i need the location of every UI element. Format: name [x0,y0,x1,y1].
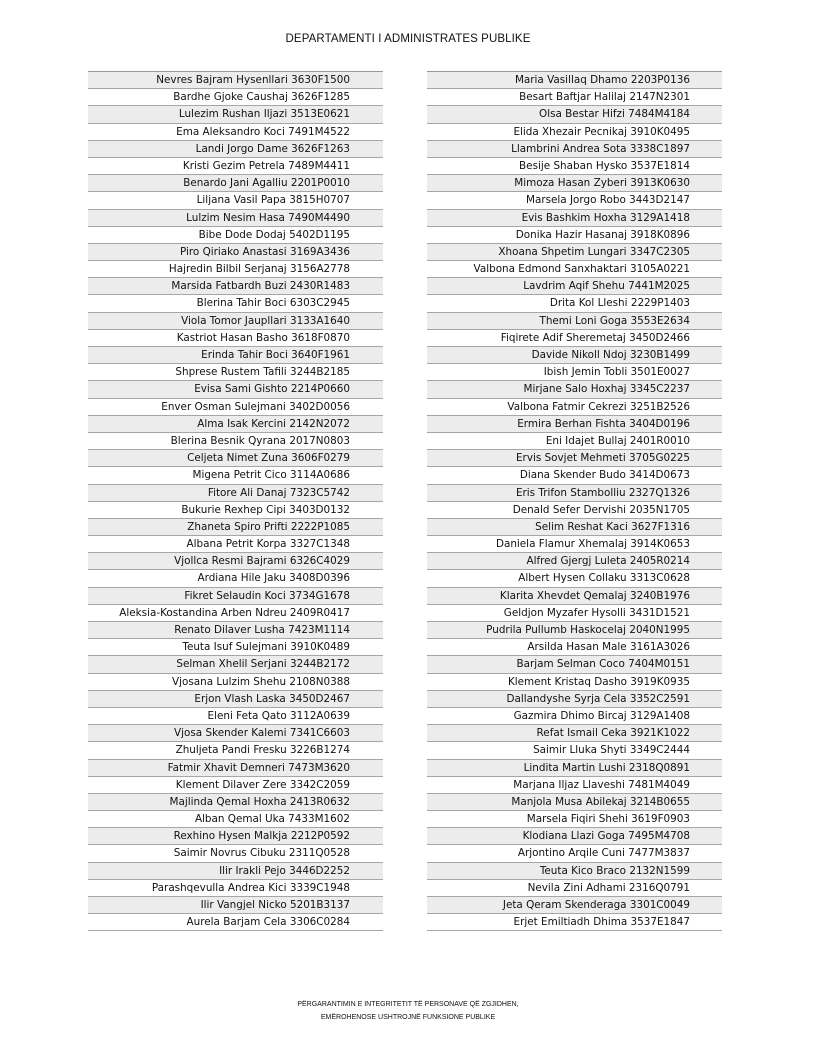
list-item: Ilir Vangjel Nicko 5201B3137 [88,897,383,914]
list-item: Zhaneta Spiro Prifti 2222P1085 [88,519,383,536]
list-item: Shprese Rustem Tafili 3244B2185 [88,364,383,381]
list-item: Bardhe Gjoke Caushaj 3626F1285 [88,89,383,106]
left-name-list [88,71,383,931]
list-item: Themi Loni Goga 3553E2634 [427,313,722,330]
list-item: Llambrini Andrea Sota 3338C1897 [427,141,722,158]
list-item: Alban Qemal Uka 7433M1602 [88,811,383,828]
list-item: Piro Qiriako Anastasi 3169A3436 [88,244,383,261]
list-item: Valbona Fatmir Cekrezi 3251B2526 [427,399,722,416]
list-item: Migena Petrit Cico 3114A0686 [88,467,383,484]
list-item: Eni Idajet Bullaj 2401R0010 [427,433,722,450]
list-item: Eleni Feta Qato 3112A0639 [88,708,383,725]
list-item: Lulezim Rushan Iljazi 3513E0621 [88,106,383,123]
list-item: Evisa Sami Gishto 2214P0660 [88,381,383,398]
list-item: Vjollca Resmi Bajrami 6326C4029 [88,553,383,570]
list-item: Xhoana Shpetim Lungari 3347C2305 [427,244,722,261]
list-item: Benardo Jani Agalliu 2201P0010 [88,175,383,192]
list-item: Alma Isak Kercini 2142N2072 [88,416,383,433]
list-item: Arjontino Arqile Cuni 7477M3837 [427,845,722,862]
list-item: Fitore Ali Danaj 7323C5742 [88,485,383,502]
list-item: Fikret Selaudin Koci 3734G1678 [88,588,383,605]
list-item: Maria Vasillaq Dhamo 2203P0136 [427,72,722,89]
list-item: Bibe Dode Dodaj 5402D1195 [88,227,383,244]
footer [0,998,816,1024]
list-item: Marsela Jorgo Robo 3443D2147 [427,192,722,209]
list-item: Mimoza Hasan Zyberi 3913K0630 [427,175,722,192]
list-item: Hajredin Bilbil Serjanaj 3156A2778 [88,261,383,278]
list-item: Viola Tomor Jaupllari 3133A1640 [88,313,383,330]
list-item: Nevres Bajram Hysenllari 3630F1500 [88,72,383,89]
list-item: Ilir Irakli Pejo 3446D2252 [88,863,383,880]
list-item: Parashqevulla Andrea Kici 3339C1948 [88,880,383,897]
list-item: Alfred Gjergj Luleta 2405R0214 [427,553,722,570]
list-item: Besart Baftjar Halilaj 2147N2301 [427,89,722,106]
list-item: Lavdrim Aqif Shehu 7441M2025 [427,278,722,295]
list-item: Saimir Novrus Cibuku 2311Q0528 [88,845,383,862]
list-item: Selim Reshat Kaci 3627F1316 [427,519,722,536]
list-item: Celjeta Nimet Zuna 3606F0279 [88,450,383,467]
list-item: Manjola Musa Abilekaj 3214B0655 [427,794,722,811]
list-item: Diana Skender Budo 3414D0673 [427,467,722,484]
list-item: Evis Bashkim Hoxha 3129A1418 [427,210,722,227]
list-item: Fiqirete Adif Sheremetaj 3450D2466 [427,330,722,347]
list-item: Ema Aleksandro Koci 7491M4522 [88,124,383,141]
list-item: Erjet Emiltiadh Dhima 3537E1847 [427,914,722,931]
list-item: Ervis Sovjet Mehmeti 3705G0225 [427,450,722,467]
list-item: Fatmir Xhavit Demneri 7473M3620 [88,760,383,777]
list-item: Lulzim Nesim Hasa 7490M4490 [88,210,383,227]
list-item: Gazmira Dhimo Bircaj 3129A1408 [427,708,722,725]
list-item: Teuta Kico Braco 2132N1599 [427,863,722,880]
list-item: Aurela Barjam Cela 3306C0284 [88,914,383,931]
list-item: Selman Xhelil Serjani 3244B2172 [88,656,383,673]
list-item: Davide Nikoll Ndoj 3230B1499 [427,347,722,364]
list-item: Elida Xhezair Pecnikaj 3910K0495 [427,124,722,141]
list-item: Zhuljeta Pandi Fresku 3226B1274 [88,742,383,759]
footer-line-1: PËRGARANTIMIN E INTEGRITETIT TË PERSONAVE QË ZGJIDHEN, [297,1001,519,1008]
list-item: Nevila Zini Adhami 2316Q0791 [427,880,722,897]
list-item: Mirjane Salo Hoxhaj 3345C2237 [427,381,722,398]
list-item: Blerina Besnik Qyrana 2017N0803 [88,433,383,450]
list-item: Dallandyshe Syrja Cela 3352C2591 [427,691,722,708]
list-item: Jeta Qeram Skenderaga 3301C0049 [427,897,722,914]
list-item: Landi Jorgo Dame 3626F1263 [88,141,383,158]
footer-line-2: EMËROHENOSE USHTROJNË FUNKSIONE PUBLIKE [320,1014,496,1021]
list-item: Denald Sefer Dervishi 2035N1705 [427,502,722,519]
list-item: Vjosana Lulzim Shehu 2108N0388 [88,674,383,691]
list-item: Marsida Fatbardh Buzi 2430R1483 [88,278,383,295]
list-item: Valbona Edmond Sanxhaktari 3105A0221 [427,261,722,278]
list-item: Daniela Flamur Xhemalaj 3914K0653 [427,536,722,553]
list-item: Klarita Xhevdet Qemalaj 3240B1976 [427,588,722,605]
list-item: Eris Trifon Stambolliu 2327Q1326 [427,485,722,502]
list-item: Klement Dilaver Zere 3342C2059 [88,777,383,794]
list-item: Albana Petrit Korpa 3327C1348 [88,536,383,553]
list-item: Pudrila Pullumb Haskocelaj 2040N1995 [427,622,722,639]
list-item: Saimir Lluka Shyti 3349C2444 [427,742,722,759]
list-item: Besije Shaban Hysko 3537E1814 [427,158,722,175]
list-item: Erinda Tahir Boci 3640F1961 [88,347,383,364]
list-item: Drita Kol Lleshi 2229P1403 [427,295,722,312]
right-name-list [427,71,722,931]
list-item: Kristi Gezim Petrela 7489M4411 [88,158,383,175]
list-item: Klement Kristaq Dasho 3919K0935 [427,674,722,691]
list-item: Rexhino Hysen Malkja 2212P0592 [88,828,383,845]
list-item: Liljana Vasil Papa 3815H0707 [88,192,383,209]
list-item: Vjosa Skender Kalemi 7341C6603 [88,725,383,742]
list-item: Ibish Jemin Tobli 3501E0027 [427,364,722,381]
list-item: Majlinda Qemal Hoxha 2413R0632 [88,794,383,811]
list-item: Aleksia-Kostandina Arben Ndreu 2409R0417 [88,605,383,622]
list-item: Marsela Fiqiri Shehi 3619F0903 [427,811,722,828]
list-item: Enver Osman Sulejmani 3402D0056 [88,399,383,416]
list-item: Kastriot Hasan Basho 3618F0870 [88,330,383,347]
list-item: Ardiana Hile Jaku 3408D0396 [88,570,383,587]
list-item: Arsilda Hasan Male 3161A3026 [427,639,722,656]
list-item: Bukurie Rexhep Cipi 3403D0132 [88,502,383,519]
list-item: Donika Hazir Hasanaj 3918K0896 [427,227,722,244]
list-item: Olsa Bestar Hifzi 7484M4184 [427,106,722,123]
page-title: DEPARTAMENTI I ADMINISTRATES PUBLIKE [285,33,531,45]
list-item: Blerina Tahir Boci 6303C2945 [88,295,383,312]
list-item: Lindita Martin Lushi 2318Q0891 [427,760,722,777]
list-item: Klodiana Llazi Goga 7495M4708 [427,828,722,845]
list-item: Albert Hysen Collaku 3313C0628 [427,570,722,587]
list-item: Barjam Selman Coco 7404M0151 [427,656,722,673]
list-item: Refat Ismail Ceka 3921K1022 [427,725,722,742]
list-item: Marjana Iljaz Llaveshi 7481M4049 [427,777,722,794]
list-item: Geldjon Myzafer Hysolli 3431D1521 [427,605,722,622]
list-item: Teuta Isuf Sulejmani 3910K0489 [88,639,383,656]
list-item: Renato Dilaver Lusha 7423M1114 [88,622,383,639]
list-item: Erjon Vlash Laska 3450D2467 [88,691,383,708]
list-item: Ermira Berhan Fishta 3404D0196 [427,416,722,433]
